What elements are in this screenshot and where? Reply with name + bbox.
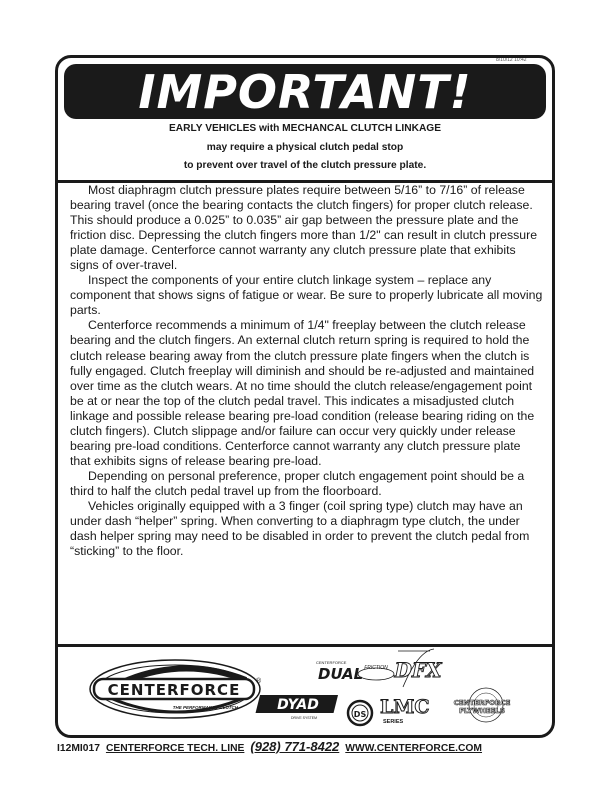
paragraph-travel: Most diaphragm clutch pressure plates require between 5/16” to 7/16” of release bearing travel (once the bearing contacts the clutch fingers) for proper clutch release. This should produce a 0.025” to 0.035” air gap between the pressure plate and the friction disc. Depressing the clutch fingers more than 1/2" can result in clutch pressure plate damage. Centerforce cannot warranty any clutch pressure plate that exhibits signs of over-travel. <box>70 183 538 273</box>
banner-title: IMPORTANT! <box>138 64 472 119</box>
flywheels-top-text: CENTERFORCE <box>453 699 511 707</box>
document-code: I12MI017 <box>57 743 100 754</box>
notice-frame <box>55 55 555 738</box>
subtitle-line-2: may require a physical clutch pedal stop <box>206 142 404 153</box>
paragraph-helper-spring: Vehicles originally equipped with a 3 finger (coil spring type) clutch may have an under dash “helper” spring. When converting to a diaphragm type clutch, the under dash helper spring may need to be disabled in order to prevent the clutch pedal from “sticking” to the floor. <box>70 498 530 559</box>
flywheels-bottom-text: FLYWHEELS <box>459 707 505 715</box>
dual-wordmark: DUAL <box>318 665 364 683</box>
centerforce-flywheels-logo <box>454 688 511 722</box>
important-banner <box>64 64 546 119</box>
ds-badge-text: DS <box>353 710 367 719</box>
body-text <box>70 183 543 559</box>
website-link[interactable]: WWW.CENTERFORCE.COM <box>345 743 483 754</box>
centerforce-logo <box>90 660 262 718</box>
paragraph-freeplay: Centerforce recommends a minimum of 1/4" freeplay between the clutch release bearing and the clutch fingers. An external clutch return spring is required to hold the clutch release bearing away from the clutch pressure plate fingers when the clutch is fully engaged. Clutch freeplay will diminish and should be re-adjusted and maintained over time as the clutch wears. At no time should the clutch release/engagement point be at or near the top of the clutch pedal travel. This indicates a misadjusted clutch linkage and possible release bearing pre-load condition (release bearing riding on the clutch fingers). Clutch slippage and/or failure can occur very quickly under release bearing pre-load conditions. Centerforce cannot warranty any clutch pressure plate that exhibits signs of release bearing pre-load. <box>70 318 535 468</box>
paragraph-inspect: Inspect the components of your entire clutch linkage system – replace any component that shows signs of fatigue or wear. Be sure to properly lubricate all moving parts. <box>70 273 543 318</box>
friction-text: FRICTION <box>364 665 388 671</box>
subtitle-line-3: to prevent over travel of the clutch pressure plate. <box>183 160 427 171</box>
series-text: SERIES <box>383 719 404 725</box>
registered-mark: ® <box>256 678 262 685</box>
dual-friction-logo <box>316 649 443 687</box>
centerforce-tagline: THE PERFORMANCE CLUTCH <box>172 705 238 710</box>
dyad-wordmark: DYAD <box>277 697 319 713</box>
tech-line-phone[interactable]: (928) 771-8422 <box>250 739 340 754</box>
lmc-wordmark: LMC <box>380 696 430 718</box>
footer <box>57 739 557 754</box>
dfx-wordmark: DFX <box>394 658 442 682</box>
tech-line-label: CENTERFORCE TECH. LINE <box>105 743 245 754</box>
dual-small-text: CENTERFORCE <box>316 660 347 665</box>
lmc-series-logo <box>380 696 430 725</box>
brand-logos <box>58 647 552 735</box>
centerforce-wordmark: CENTERFORCE <box>107 681 241 699</box>
paragraph-engagement: Depending on personal preference, proper clutch engagement point should be a third to half the clutch pedal travel up from the floorboard. <box>70 468 525 498</box>
subtitle-line-1: EARLY VEHICLES with MECHANCAL CLUTCH LINKAGE <box>168 123 442 134</box>
dyad-logo <box>256 695 372 725</box>
dyad-subtitle: DRIVE SYSTEM <box>290 716 318 720</box>
print-timestamp: 8/10/12 10:42 <box>496 57 527 63</box>
